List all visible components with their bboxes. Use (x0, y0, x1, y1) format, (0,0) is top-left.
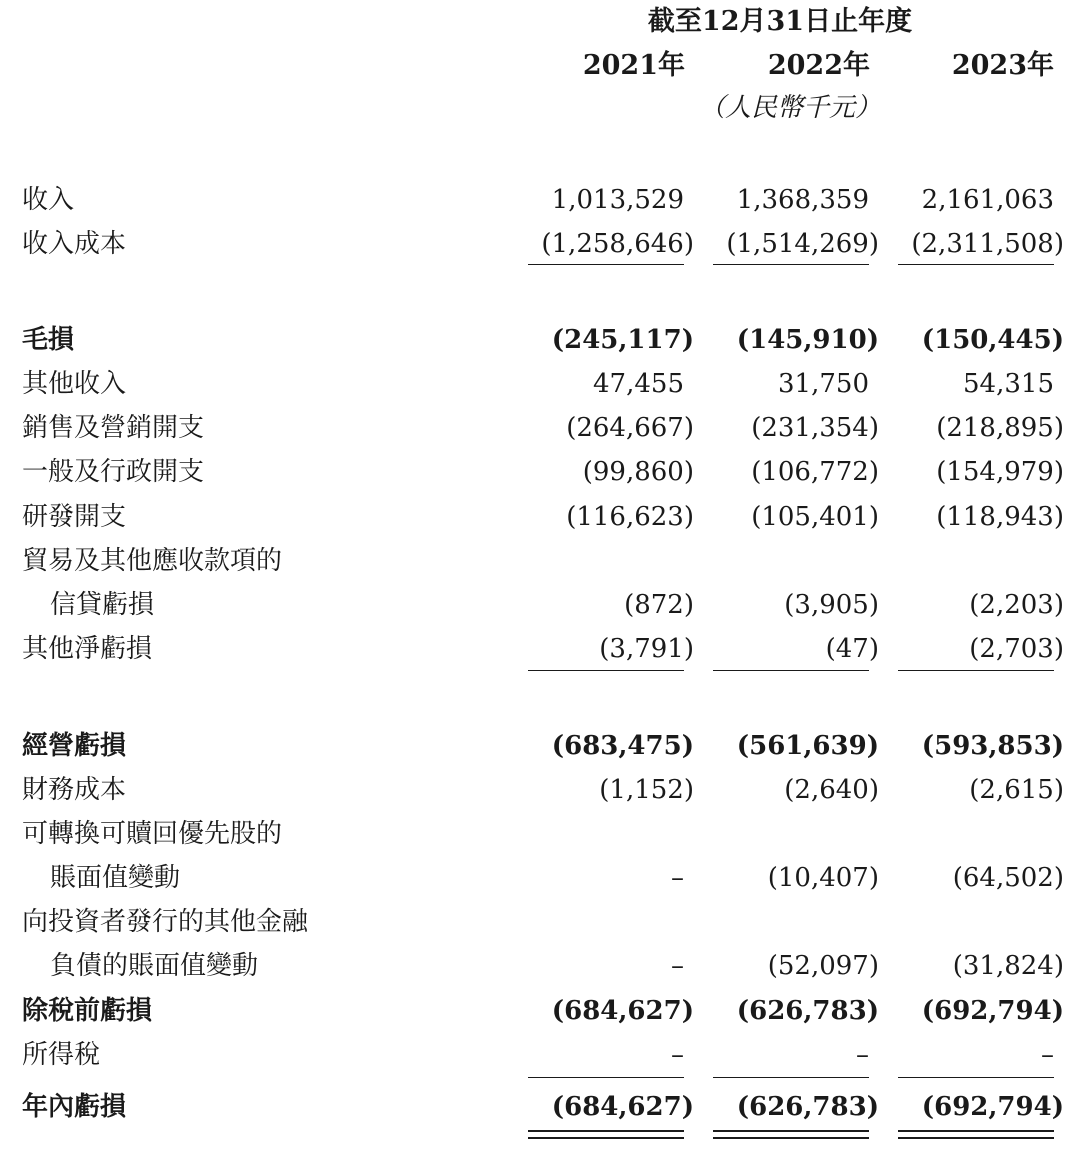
value-cell-2023 (898, 994, 1064, 1028)
cell-value: (626,783) (736, 996, 879, 1026)
cell-value: (1,258,646) (541, 229, 694, 259)
subtotal-rule (528, 1077, 684, 1078)
cell-value: (2,640) (784, 775, 879, 805)
cell-value: (64,502) (952, 863, 1064, 893)
value-cell-2023 (898, 227, 1064, 261)
cell-value: (52,097) (767, 951, 879, 981)
subtotal-rule (898, 264, 1054, 265)
value-cell-2021 (528, 588, 694, 622)
cell-value: (145,910) (736, 325, 879, 355)
value-cell-2022 (713, 817, 879, 851)
subtotal-rule (528, 264, 684, 265)
cell-value: (593,853) (921, 731, 1064, 761)
row-label: 所得稅 (22, 1040, 101, 1070)
value-cell-2023 (898, 773, 1064, 807)
value-cell-2023 (898, 183, 1064, 217)
row-label: 向投資者發行的其他金融 (22, 907, 309, 937)
row-label: 負債的賬面值變動 (50, 951, 259, 981)
row-label: 銷售及營銷開支 (22, 413, 205, 443)
table-row (0, 183, 1080, 217)
table-row (0, 544, 1080, 578)
cell-value: (2,703) (969, 634, 1064, 664)
cell-value: (47) (825, 634, 879, 664)
cell-value: 1,013,529 (551, 185, 684, 215)
value-cell-2021 (528, 949, 694, 983)
value-cell-2022 (713, 411, 879, 445)
cell-value: (118,943) (936, 502, 1064, 532)
value-cell-2023 (898, 1090, 1064, 1124)
cell-value: (264,667) (566, 413, 694, 443)
table-row (0, 905, 1080, 939)
cell-value: 31,750 (778, 369, 869, 399)
value-cell-2021 (528, 455, 694, 489)
subtotal-rule (528, 670, 684, 671)
cell-value: – (671, 1040, 684, 1070)
table-row (0, 994, 1080, 1028)
value-cell-2022 (713, 455, 879, 489)
year-2022-header: 2022年 (767, 50, 870, 81)
cell-value: – (671, 863, 684, 893)
cell-value: (872) (624, 590, 694, 620)
table-row (0, 773, 1080, 807)
value-cell-2023 (898, 729, 1064, 763)
value-cell-2021 (528, 861, 694, 895)
value-cell-2022 (713, 500, 879, 534)
double-underline (528, 1137, 684, 1139)
cell-value: – (856, 1040, 869, 1070)
subtotal-rule (898, 670, 1054, 671)
cell-value: (1,514,269) (726, 229, 879, 259)
value-cell-2021 (528, 773, 694, 807)
value-cell-2021 (528, 367, 694, 401)
row-label: 收入成本 (22, 229, 127, 259)
row-label: 年內虧損 (22, 1092, 127, 1122)
value-cell-2021 (528, 544, 694, 578)
row-label: 賬面值變動 (50, 863, 181, 893)
row-label: 其他收入 (22, 369, 127, 399)
cell-value: (10,407) (767, 863, 879, 893)
value-cell-2022 (713, 183, 879, 217)
cell-value: (1,152) (599, 775, 694, 805)
cell-value: (692,794) (921, 996, 1064, 1026)
cell-value: (561,639) (736, 731, 879, 761)
year-2021-header: 2021年 (582, 50, 685, 81)
cell-value: (2,615) (969, 775, 1064, 805)
cell-value: – (1041, 1040, 1054, 1070)
cell-value: 1,368,359 (736, 185, 869, 215)
cell-value: (2,203) (969, 590, 1064, 620)
value-cell-2023 (898, 632, 1064, 666)
cell-value: – (671, 951, 684, 981)
cell-value: (154,979) (936, 457, 1064, 487)
value-cell-2022 (713, 949, 879, 983)
value-cell-2022 (713, 367, 879, 401)
year-2023-header: 2023年 (951, 50, 1054, 81)
value-cell-2021 (528, 1090, 694, 1124)
value-cell-2022 (713, 544, 879, 578)
table-row (0, 367, 1080, 401)
value-cell-2022 (713, 729, 879, 763)
value-cell-2021 (528, 323, 694, 357)
cell-value: (105,401) (751, 502, 879, 532)
cell-value: (692,794) (921, 1092, 1064, 1122)
value-cell-2021 (528, 1038, 694, 1072)
table-row (0, 455, 1080, 489)
cell-value: (683,475) (551, 731, 694, 761)
subtotal-rule (898, 1077, 1054, 1078)
value-cell-2022 (713, 588, 879, 622)
row-label: 可轉換可贖回優先股的 (22, 819, 283, 849)
value-cell-2021 (528, 500, 694, 534)
value-cell-2023 (898, 323, 1064, 357)
table-row (0, 1038, 1080, 1072)
value-cell-2023 (898, 411, 1064, 445)
table-row (0, 949, 1080, 983)
cell-value: (150,445) (921, 325, 1064, 355)
cell-value: 47,455 (593, 369, 684, 399)
value-cell-2022 (713, 1038, 879, 1072)
row-label: 收入 (22, 185, 75, 215)
cell-value: (245,117) (551, 325, 694, 355)
cell-value: (99,860) (582, 457, 694, 487)
value-cell-2021 (528, 994, 694, 1028)
value-cell-2022 (713, 227, 879, 261)
double-underline (898, 1137, 1054, 1139)
cell-value: (106,772) (751, 457, 879, 487)
cell-value: (31,824) (952, 951, 1064, 981)
value-cell-2022 (713, 632, 879, 666)
table-row (0, 632, 1080, 666)
double-underline (528, 1130, 684, 1132)
row-label: 其他淨虧損 (22, 634, 153, 664)
value-cell-2022 (713, 1090, 879, 1124)
table-row (0, 817, 1080, 851)
value-cell-2021 (528, 227, 694, 261)
cell-value: (3,791) (599, 634, 694, 664)
cell-value: (2,311,508) (911, 229, 1064, 259)
cell-value: (626,783) (736, 1092, 879, 1122)
row-label: 一般及行政開支 (22, 457, 205, 487)
value-cell-2023 (898, 500, 1064, 534)
table-row (0, 323, 1080, 357)
row-label: 信貸虧損 (50, 590, 155, 620)
value-cell-2021 (528, 817, 694, 851)
value-cell-2023 (898, 455, 1064, 489)
double-underline (713, 1137, 869, 1139)
subtotal-rule (713, 670, 869, 671)
currency-unit: （人民幣千元） (698, 93, 881, 123)
value-cell-2023 (898, 1038, 1064, 1072)
subtotal-rule (713, 264, 869, 265)
row-label: 毛損 (22, 325, 75, 355)
row-label: 除稅前虧損 (22, 996, 153, 1026)
row-label: 經營虧損 (22, 731, 127, 761)
double-underline (713, 1130, 869, 1132)
cell-value: 2,161,063 (921, 185, 1054, 215)
value-cell-2022 (713, 861, 879, 895)
cell-value: (218,895) (936, 413, 1064, 443)
value-cell-2023 (898, 949, 1064, 983)
value-cell-2021 (528, 632, 694, 666)
value-cell-2021 (528, 411, 694, 445)
table-row (0, 500, 1080, 534)
value-cell-2023 (898, 905, 1064, 939)
value-cell-2023 (898, 861, 1064, 895)
cell-value: (684,627) (551, 1092, 694, 1122)
value-cell-2022 (713, 905, 879, 939)
double-underline (898, 1130, 1054, 1132)
value-cell-2023 (898, 367, 1064, 401)
value-cell-2021 (528, 729, 694, 763)
row-label: 財務成本 (22, 775, 127, 805)
cell-value: (684,627) (551, 996, 694, 1026)
table-row (0, 1090, 1080, 1124)
row-label: 貿易及其他應收款項的 (22, 546, 283, 576)
value-cell-2023 (898, 817, 1064, 851)
cell-value: (231,354) (751, 413, 879, 443)
value-cell-2023 (898, 588, 1064, 622)
subtotal-rule (713, 1077, 869, 1078)
cell-value: 54,315 (963, 369, 1054, 399)
table-row (0, 588, 1080, 622)
cell-value: (3,905) (784, 590, 879, 620)
value-cell-2021 (528, 905, 694, 939)
period-header: 截至12月31日止年度 (647, 6, 913, 37)
table-row (0, 861, 1080, 895)
row-label: 研發開支 (22, 502, 127, 532)
value-cell-2022 (713, 994, 879, 1028)
value-cell-2023 (898, 544, 1064, 578)
table-row (0, 411, 1080, 445)
value-cell-2021 (528, 183, 694, 217)
cell-value: (116,623) (566, 502, 694, 532)
table-row (0, 227, 1080, 261)
value-cell-2022 (713, 773, 879, 807)
table-row (0, 729, 1080, 763)
value-cell-2022 (713, 323, 879, 357)
